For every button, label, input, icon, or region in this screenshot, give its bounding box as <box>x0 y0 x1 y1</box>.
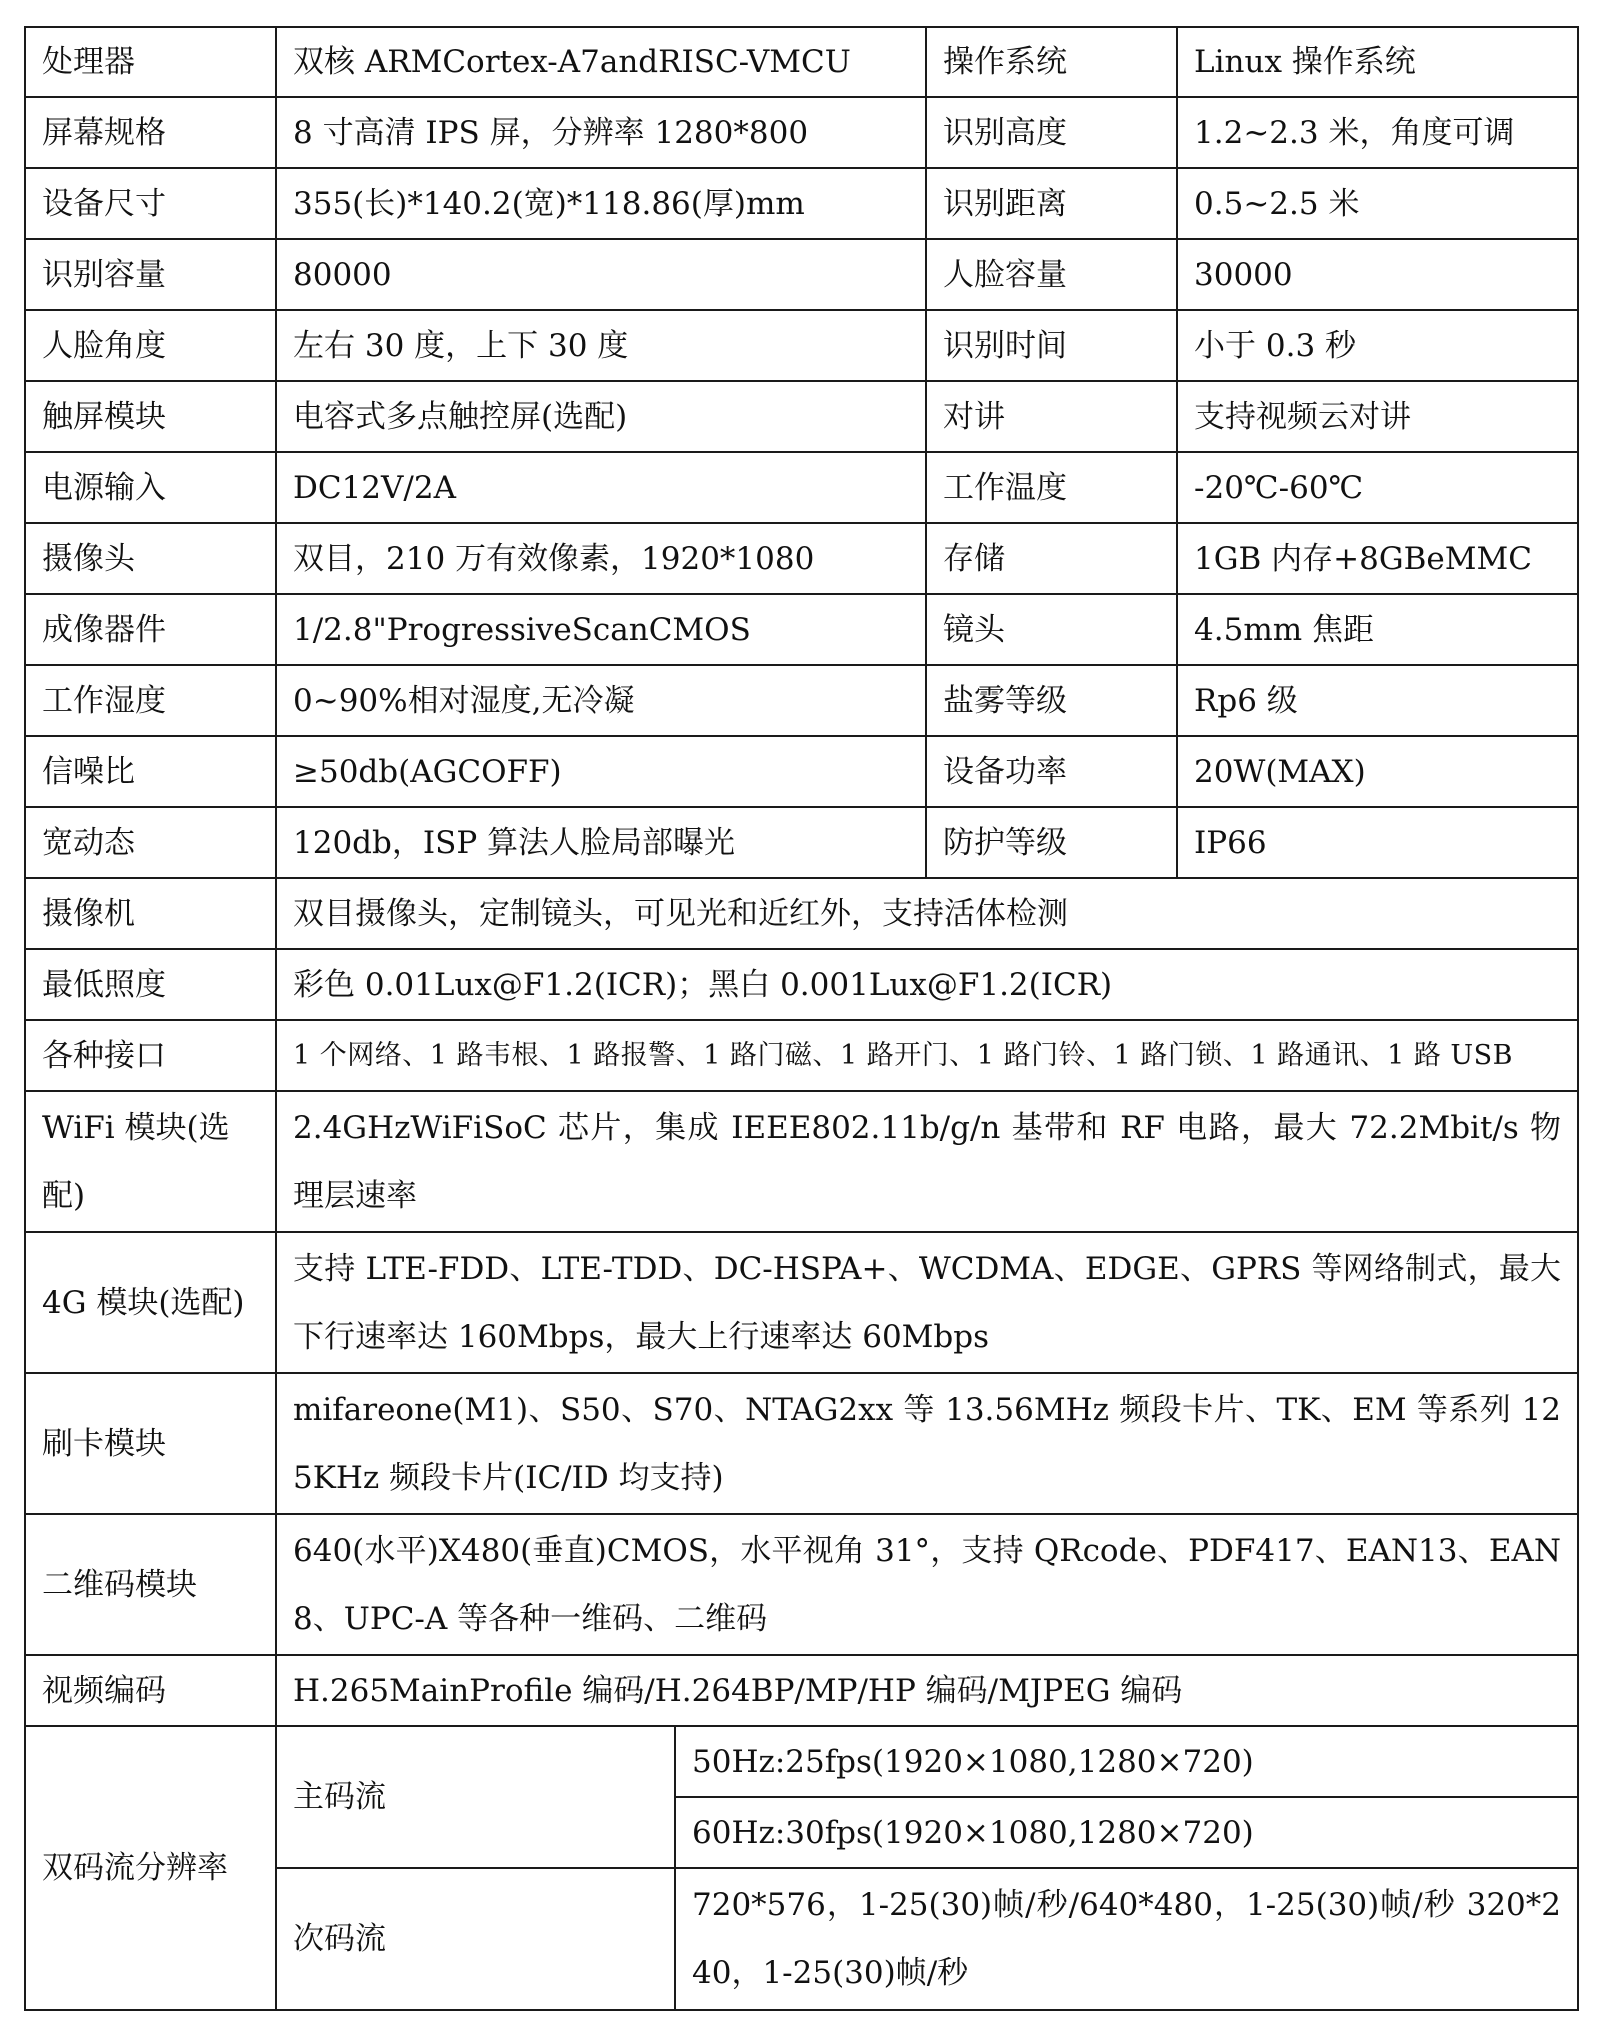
spec-label: 识别高度 <box>926 97 1177 168</box>
sub-stream-value: 720*576，1-25(30)帧/秒/640*480，1-25(30)帧/秒 320*240，1-25(30)帧/秒 <box>675 1868 1578 2010</box>
spec-value: DC12V/2A <box>276 452 926 523</box>
spec-label: 设备尺寸 <box>25 168 276 239</box>
table-row <box>25 1091 1578 1232</box>
spec-label: 摄像头 <box>25 523 276 594</box>
spec-value: 20W(MAX) <box>1177 736 1578 807</box>
spec-value: Rp6 级 <box>1177 665 1578 736</box>
spec-label: 人脸容量 <box>926 239 1177 310</box>
main-stream-label: 主码流 <box>276 1726 675 1868</box>
spec-value: 120db，ISP 算法人脸局部曝光 <box>276 807 926 878</box>
spec-label: 操作系统 <box>926 27 1177 97</box>
table-row <box>25 878 1578 949</box>
main-stream-value: 60Hz:30fps(1920×1080,1280×720) <box>675 1797 1578 1868</box>
spec-value: 80000 <box>276 239 926 310</box>
spec-value: 4.5mm 焦距 <box>1177 594 1578 665</box>
table-row <box>25 1232 1578 1373</box>
spec-label: 成像器件 <box>25 594 276 665</box>
spec-label: 触屏模块 <box>25 381 276 452</box>
spec-label: 视频编码 <box>25 1655 276 1726</box>
spec-label: 处理器 <box>25 27 276 97</box>
spec-value: ≥50db(AGCOFF) <box>276 736 926 807</box>
spec-value: 彩色 0.01Lux@F1.2(ICR)；黑白 0.001Lux@F1.2(ICR) <box>276 949 1578 1020</box>
spec-value: 1GB 内存+8GBeMMC <box>1177 523 1578 594</box>
table-row <box>25 27 1578 97</box>
spec-label: 存储 <box>926 523 1177 594</box>
spec-label: 对讲 <box>926 381 1177 452</box>
spec-value: 1 个网络、1 路韦根、1 路报警、1 路门磁、1 路开门、1 路门铃、1 路门锁、1 路通讯、1 路 USB <box>276 1020 1578 1091</box>
spec-label: 电源输入 <box>25 452 276 523</box>
table-row <box>25 949 1578 1020</box>
spec-value: Linux 操作系统 <box>1177 27 1578 97</box>
spec-label: 信噪比 <box>25 736 276 807</box>
spec-value: 1/2.8"ProgressiveScanCMOS <box>276 594 926 665</box>
spec-table <box>24 26 1579 2011</box>
table-row <box>25 239 1578 310</box>
spec-value: 355(长)*140.2(宽)*118.86(厚)mm <box>276 168 926 239</box>
spec-label: 设备功率 <box>926 736 1177 807</box>
spec-value: 1.2~2.3 米，角度可调 <box>1177 97 1578 168</box>
spec-label: 二维码模块 <box>25 1514 276 1655</box>
spec-label: 识别距离 <box>926 168 1177 239</box>
spec-value: -20℃-60℃ <box>1177 452 1578 523</box>
spec-value: IP66 <box>1177 807 1578 878</box>
spec-value: mifareone(M1)、S50、S70、NTAG2xx 等 13.56MHz 频段卡片、TK、EM 等系列 125KHz 频段卡片(IC/ID 均支持) <box>276 1373 1578 1514</box>
spec-label: 屏幕规格 <box>25 97 276 168</box>
spec-label: 工作温度 <box>926 452 1177 523</box>
table-row <box>25 168 1578 239</box>
table-row <box>25 736 1578 807</box>
spec-value: H.265MainProfile 编码/H.264BP/MP/HP 编码/MJPEG 编码 <box>276 1655 1578 1726</box>
spec-value: 8 寸高清 IPS 屏，分辨率 1280*800 <box>276 97 926 168</box>
table-row <box>25 1514 1578 1655</box>
spec-label: 工作湿度 <box>25 665 276 736</box>
spec-label: 各种接口 <box>25 1020 276 1091</box>
spec-label: 识别容量 <box>25 239 276 310</box>
table-row <box>25 1373 1578 1514</box>
table-row <box>25 310 1578 381</box>
table-row <box>25 665 1578 736</box>
spec-value: 双目，210 万有效像素，1920*1080 <box>276 523 926 594</box>
spec-label: 4G 模块(选配) <box>25 1232 276 1373</box>
spec-value: 电容式多点触控屏(选配) <box>276 381 926 452</box>
spec-value: 640(水平)X480(垂直)CMOS，水平视角 31°，支持 QRcode、PDF417、EAN13、EAN8、UPC-A 等各种一维码、二维码 <box>276 1514 1578 1655</box>
spec-value: 支持 LTE-FDD、LTE-TDD、DC-HSPA+、WCDMA、EDGE、GPRS 等网络制式，最大下行速率达 160Mbps，最大上行速率达 60Mbps <box>276 1232 1578 1373</box>
table-row <box>25 523 1578 594</box>
spec-value: 双核 ARMCortex-A7andRISC-VMCU <box>276 27 926 97</box>
spec-label: 防护等级 <box>926 807 1177 878</box>
spec-label: 镜头 <box>926 594 1177 665</box>
spec-label: 盐雾等级 <box>926 665 1177 736</box>
table-row <box>25 1655 1578 1726</box>
table-row <box>25 594 1578 665</box>
spec-value: 0.5~2.5 米 <box>1177 168 1578 239</box>
spec-value: 支持视频云对讲 <box>1177 381 1578 452</box>
spec-label: 识别时间 <box>926 310 1177 381</box>
spec-label: 宽动态 <box>25 807 276 878</box>
table-row <box>25 807 1578 878</box>
table-row <box>25 97 1578 168</box>
spec-value: 30000 <box>1177 239 1578 310</box>
spec-value: 双目摄像头，定制镜头，可见光和近红外，支持活体检测 <box>276 878 1578 949</box>
spec-label: 刷卡模块 <box>25 1373 276 1514</box>
spec-value: 小于 0.3 秒 <box>1177 310 1578 381</box>
main-stream-value: 50Hz:25fps(1920×1080,1280×720) <box>675 1726 1578 1797</box>
table-row <box>25 452 1578 523</box>
sub-stream-label: 次码流 <box>276 1868 675 2010</box>
table-row <box>25 381 1578 452</box>
spec-label: 最低照度 <box>25 949 276 1020</box>
spec-value: 2.4GHzWiFiSoC 芯片，集成 IEEE802.11b/g/n 基带和 RF 电路，最大 72.2Mbit/s 物理层速率 <box>276 1091 1578 1232</box>
dual-stream-label: 双码流分辨率 <box>25 1726 276 2010</box>
table-row <box>25 1020 1578 1091</box>
spec-label: WiFi 模块(选配) <box>25 1091 276 1232</box>
spec-label: 人脸角度 <box>25 310 276 381</box>
spec-value: 左右 30 度，上下 30 度 <box>276 310 926 381</box>
spec-label: 摄像机 <box>25 878 276 949</box>
spec-value: 0~90%相对湿度,无冷凝 <box>276 665 926 736</box>
table-row <box>25 1726 1578 1797</box>
